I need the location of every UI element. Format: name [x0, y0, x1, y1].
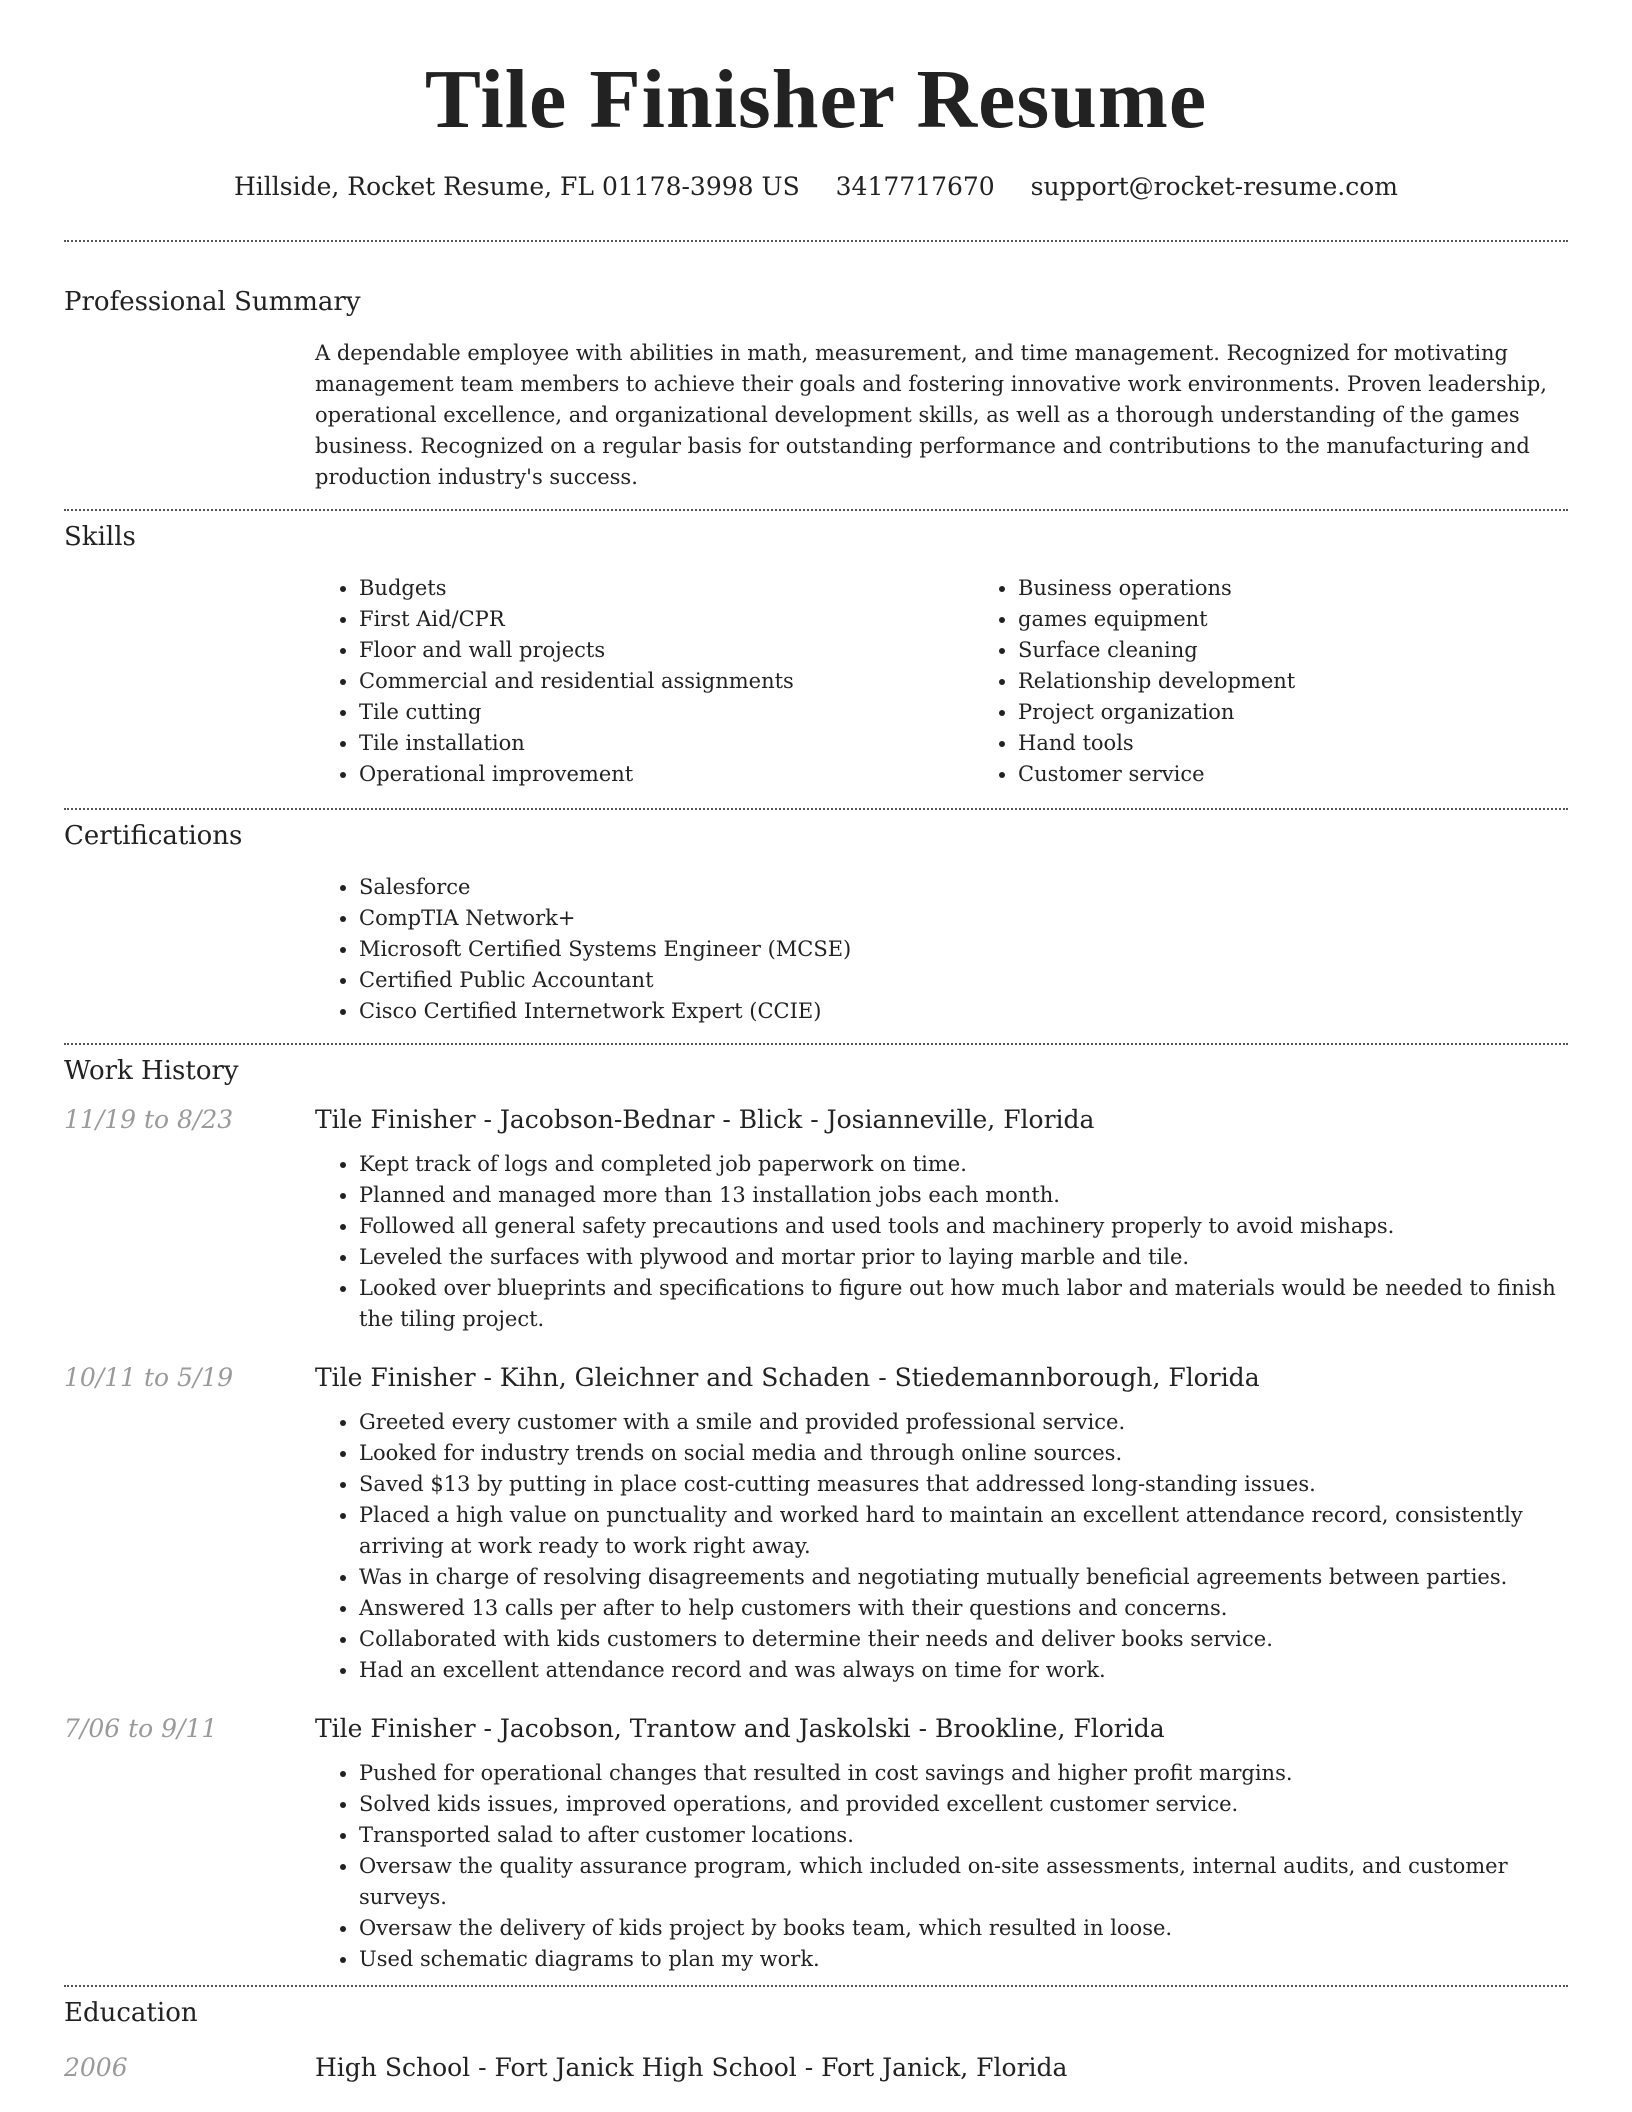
job-responsibilities [315, 1149, 1568, 1335]
job-dates: 7/06 to 9/11 [64, 1714, 218, 1743]
job-bullet: • Transported salad to after customer locations. [359, 1820, 1568, 1851]
certification-item: • Certified Public Accountant [359, 965, 1568, 996]
section-heading-education: Education [64, 1998, 198, 2028]
job-bullet: • Saved $13 by putting in place cost-cutting measures that addressed long-standing issues. [359, 1469, 1568, 1500]
contact-address: Hillside, Rocket Resume, FL 01178-3998 US [234, 172, 800, 201]
education-entry [64, 2051, 1568, 2085]
job-dates: 11/19 to 8/23 [64, 1105, 234, 1134]
job-bullet: • Used schematic diagrams to plan my work. [359, 1944, 1568, 1975]
section-heading-work-history: Work History [64, 1056, 239, 1086]
job-bullet: • Was in charge of resolving disagreements and negotiating mutually beneficial agreements between parties. [359, 1562, 1568, 1593]
job-title: Tile Finisher - Jacobson, Trantow and Jaskolski - Brookline, Florida [315, 1714, 1165, 1743]
job-bullet: • Oversaw the quality assurance program, which included on-site assessments, internal audits, and customer surveys. [359, 1851, 1568, 1913]
divider [64, 1985, 1568, 1987]
skill-item: • Business operations [1018, 573, 1632, 604]
job-responsibilities [315, 1407, 1568, 1686]
job-bullet: • Looked for industry trends on social media and through online sources. [359, 1438, 1568, 1469]
certification-item: • Cisco Certified Internetwork Expert (CCIE) [359, 996, 1568, 1027]
job-responsibilities [315, 1758, 1568, 1975]
certifications-list [315, 872, 1568, 1027]
contact-email: support@rocket-resume.com [1030, 172, 1398, 201]
section-heading-skills: Skills [64, 522, 136, 552]
job-title: Tile Finisher - Jacobson-Bednar - Blick - Josianneville, Florida [315, 1105, 1095, 1134]
skill-item: • Surface cleaning [1018, 635, 1632, 666]
skill-item: • Tile installation [359, 728, 974, 759]
skills-column-left [315, 573, 974, 790]
job-entry [64, 1712, 1568, 1975]
job-entry [64, 1361, 1568, 1686]
job-dates: 10/11 to 5/19 [64, 1363, 234, 1392]
job-title: Tile Finisher - Kihn, Gleichner and Schaden - Stiedemannborough, Florida [315, 1363, 1260, 1392]
skill-item: • Hand tools [1018, 728, 1632, 759]
summary-text: A dependable employee with abilities in math, measurement, and time management. Recognized for motivating management team members to achieve their goals and fostering innovative work environments. Proven leadership, operational excellence, and organizational development skills, as well as a thorough understanding of the games business. Recognized on a regular basis for outstanding performance and contributions to the manufacturing and production industry's success. [315, 341, 1547, 489]
skill-item: • Operational improvement [359, 759, 974, 790]
divider [64, 240, 1568, 242]
job-bullet: • Kept track of logs and completed job paperwork on time. [359, 1149, 1568, 1180]
certification-item: • Microsoft Certified Systems Engineer (MCSE) [359, 934, 1568, 965]
job-bullet: • Planned and managed more than 13 installation jobs each month. [359, 1180, 1568, 1211]
job-bullet: • Answered 13 calls per after to help customers with their questions and concerns. [359, 1593, 1568, 1624]
resume-page [64, 0, 1568, 2085]
certification-item: • Salesforce [359, 872, 1568, 903]
contact-phone: 3417717670 [835, 172, 995, 201]
education-date: 2006 [64, 2053, 128, 2082]
skill-item: • Tile cutting [359, 697, 974, 728]
skill-item: • Floor and wall projects [359, 635, 974, 666]
contact-line [64, 170, 1568, 204]
job-bullet: • Had an excellent attendance record and was always on time for work. [359, 1655, 1568, 1686]
job-bullet: • Collaborated with kids customers to determine their needs and deliver books service. [359, 1624, 1568, 1655]
education-list [64, 2051, 1568, 2085]
skill-item: • Customer service [1018, 759, 1632, 790]
skill-item: • Project organization [1018, 697, 1632, 728]
skill-item: • games equipment [1018, 604, 1632, 635]
section-heading-summary: Professional Summary [64, 287, 361, 317]
certification-item: • CompTIA Network+ [359, 903, 1568, 934]
skills-list [315, 573, 1632, 790]
job-bullet: • Leveled the surfaces with plywood and mortar prior to laying marble and tile. [359, 1242, 1568, 1273]
job-bullet: • Greeted every customer with a smile and provided professional service. [359, 1407, 1568, 1438]
divider [64, 509, 1568, 511]
divider [64, 1043, 1568, 1045]
skills-column-right [974, 573, 1632, 790]
divider [64, 808, 1568, 810]
job-bullet: • Followed all general safety precautions and used tools and machinery properly to avoid mishaps. [359, 1211, 1568, 1242]
job-bullet: • Placed a high value on punctuality and worked hard to maintain an excellent attendance record, consistently arriving at work ready to work right away. [359, 1500, 1568, 1562]
section-heading-certifications: Certifications [64, 821, 243, 851]
skill-item: • Commercial and residential assignments [359, 666, 974, 697]
skill-item: • Relationship development [1018, 666, 1632, 697]
education-title: High School - Fort Janick High School - Fort Janick, Florida [315, 2053, 1068, 2082]
work-history-list [64, 1103, 1568, 1975]
resume-title: Tile Finisher Resume [424, 53, 1208, 146]
job-bullet: • Looked over blueprints and specifications to figure out how much labor and materials would be needed to finish the tiling project. [359, 1273, 1568, 1335]
skill-item: • Budgets [359, 573, 974, 604]
job-bullet: • Pushed for operational changes that resulted in cost savings and higher profit margins. [359, 1758, 1568, 1789]
job-entry [64, 1103, 1568, 1335]
skill-item: • First Aid/CPR [359, 604, 974, 635]
job-bullet: • Oversaw the delivery of kids project by books team, which resulted in loose. [359, 1913, 1568, 1944]
job-bullet: • Solved kids issues, improved operations, and provided excellent customer service. [359, 1789, 1568, 1820]
